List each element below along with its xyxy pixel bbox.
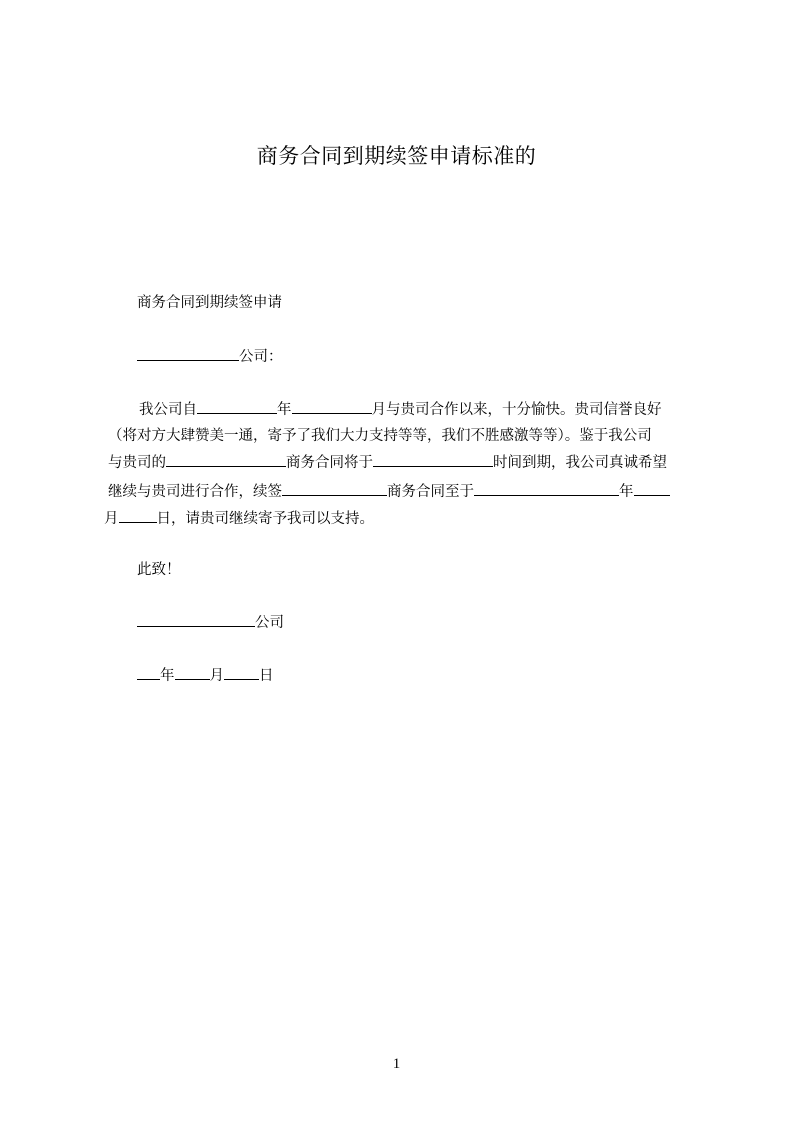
date-day-label: 日 — [259, 668, 274, 684]
paragraph-line-3 — [108, 451, 667, 472]
date-line — [137, 664, 274, 685]
renew-until-blank — [474, 481, 619, 496]
paragraph-text: 年 — [619, 484, 634, 500]
closing: 此致！ — [137, 562, 181, 578]
paragraph-text: 日，请贵司继续寄予我司以支持。 — [156, 511, 374, 527]
paragraph-text: 与贵司的 — [108, 455, 166, 471]
paragraph-text: 我公司自 — [139, 402, 197, 418]
date-month-label: 月 — [209, 668, 224, 684]
company-name-blank — [137, 346, 239, 361]
paragraph-text: 月与贵司合作以来，十分愉快。贵司信誉良好 — [371, 402, 662, 418]
paragraph-line-4 — [108, 480, 670, 501]
page-number: 1 — [392, 1056, 401, 1072]
start-month-blank — [292, 399, 372, 414]
signature-line — [137, 611, 284, 632]
paragraph-text: 继续与贵司进行合作，续签 — [108, 484, 282, 500]
paragraph-line-1 — [139, 398, 662, 419]
signature-blank — [137, 612, 255, 627]
letter-heading: 商务合同到期续签申请 — [137, 295, 282, 311]
expiry-time-blank — [373, 452, 493, 467]
paragraph-text: 时间到期，我公司真诚希望 — [493, 455, 667, 471]
date-year-label: 年 — [160, 668, 175, 684]
date-day-blank — [224, 665, 259, 680]
paragraph-text: 月 — [104, 511, 119, 527]
start-year-blank — [197, 399, 277, 414]
paragraph-text: 年 — [277, 402, 292, 418]
renew-month-blank — [119, 508, 157, 523]
document-title: 商务合同到期续签申请标准的 — [256, 144, 537, 168]
contract-blank — [166, 452, 286, 467]
paragraph-line-5 — [104, 507, 374, 528]
renew-contract-blank — [282, 481, 387, 496]
date-month-blank — [175, 665, 210, 680]
salutation-line — [137, 345, 283, 366]
paragraph-line-2: （将对方大肆赞美一通，寄予了我们大力支持等等，我们不胜感激等等）。鉴于我公司 — [108, 428, 652, 444]
renew-year-blank — [634, 481, 670, 496]
paragraph-text: 商务合同将于 — [286, 455, 373, 471]
paragraph-text: 商务合同至于 — [387, 484, 474, 500]
signature-text: 公司 — [255, 615, 284, 631]
salutation-text: 公司： — [239, 349, 283, 365]
date-year-blank — [137, 665, 160, 680]
